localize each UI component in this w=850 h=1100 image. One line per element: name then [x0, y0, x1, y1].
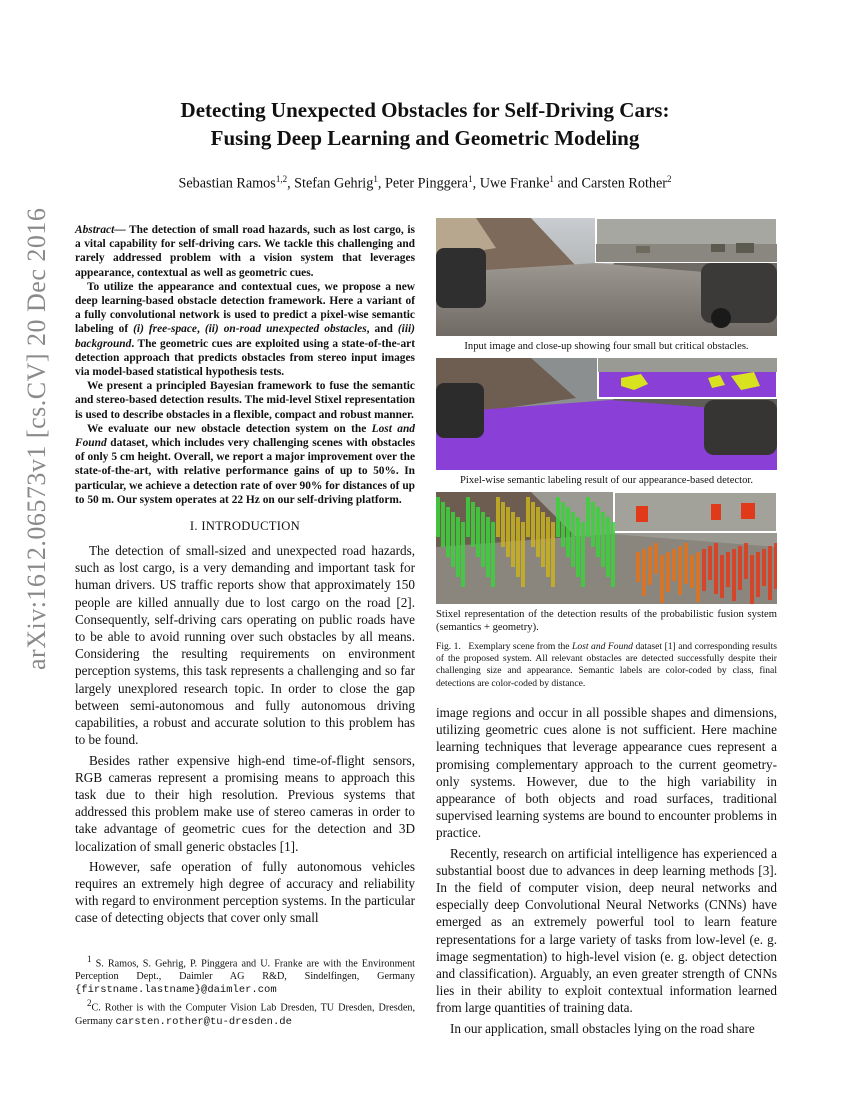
stixel: [571, 512, 575, 567]
abstract-paragraph: We present a principled Bayesian framework to fuse the semantic and stereo-based detection results. The mid-level Stixel representation is used to describe obstacles in a flexible, compact and robust manner.: [75, 380, 415, 421]
stixel: [726, 552, 730, 587]
figure-subcaption: Pixel-wise semantic labeling result of our appearance-based detector.: [460, 475, 753, 486]
stixel: [491, 522, 495, 587]
stixel: [581, 522, 585, 587]
stixel: [556, 497, 560, 537]
footnote-email: {firstname.lastname}@daimler.com: [75, 984, 277, 997]
stixel: [561, 502, 565, 547]
stixel: [696, 552, 700, 602]
stixel: [441, 502, 445, 547]
stixel: [750, 555, 754, 604]
paper-title: [90, 96, 760, 152]
stixel: [648, 546, 652, 585]
stixel: [476, 507, 480, 557]
stixel: [576, 517, 580, 577]
author-affil: 1: [468, 174, 473, 184]
author-name: Peter Pinggera: [384, 175, 469, 192]
introduction-text: [75, 542, 415, 926]
stixel: [744, 543, 748, 579]
section-heading: I. INTRODUCTION: [189, 519, 301, 534]
title-line-1: Detecting Unexpected Obstacles for Self-Driving Cars:: [180, 98, 670, 122]
stixel: [654, 543, 658, 574]
stixel: [678, 546, 682, 595]
stixel: [496, 497, 500, 537]
stixel: [436, 497, 440, 537]
footnote: $^1$ S. Ramos, S. Gehrig, P. Pinggera and U. Franke are with the Environment Perception Dept., Daimler AG R&D, Sindelfingen, Germany {firstname.lastname}@daimler.com: [75, 954, 415, 997]
stixel: [546, 517, 550, 577]
stixel: [471, 502, 475, 547]
stixel: [461, 522, 465, 587]
stixel: [768, 546, 772, 600]
stixel: [714, 543, 718, 594]
figure-label: Fig. 1.: [436, 641, 461, 652]
stixel: [720, 555, 724, 598]
stixel: [636, 552, 640, 582]
arxiv-stamp-text: arXiv:1612.06573v1 [cs.CV] 20 Dec 2016: [22, 207, 51, 670]
stixel: [642, 549, 646, 596]
abstract-paragraph: To utilize the appearance and contextual cues, we propose a new deep learning-based obstacle detection framework. Here a variant of a fully convolutional network is used to predict a pixel-wise semantic labeling of (i) free-space, (ii) on-road unexpected obstacles, and (iii) background. The geometric cues are exploited using a state-of-the-art detection approach that predicts obstacles from stereo input images via model-based statistical hypothesis tests.: [75, 280, 415, 379]
body-paragraph: In our application, small obstacles lying on the road share: [450, 1020, 755, 1036]
obstacle-stixel: [636, 506, 648, 522]
stixel: [486, 517, 490, 577]
stixel: [456, 517, 460, 577]
left-column: [75, 223, 415, 930]
stixel: [536, 507, 540, 557]
stixel: [606, 517, 610, 577]
figure-input-image: [436, 218, 777, 336]
stixel: [774, 543, 777, 589]
stixel: [501, 502, 505, 547]
abstract-paragraph: We evaluate our new obstacle detection system on the Lost and Found dataset, which includes very challenging scenes with obstacles of only 5 cm height. Overall, we report a major improvement over the state-of-the-art, with relative performance gains of up to 50%. In particular, we achieve a detection rate of over 90% for distances of up to 50 m. Our system operates at 22 Hz on our self-driving platform.: [75, 422, 415, 506]
figure-caption: Fig. 1. Exemplary scene from the Lost and Found dataset [1] and corresponding results of the proposed system. All relevant obstacles are detected successfully despite their challenging size and appearance. Semantic labels are color-coded by class, final detections are color-coded by distance.: [436, 641, 777, 689]
stixel: [586, 497, 590, 537]
body-paragraph: The detection of small-sized and unexpected road hazards, such as lost cargo, is a very demanding and important task for human drivers. US traffic reports show that approximately 150 people are killed annually due to lost cargo on the road [2]. Consequently, self-driving cars operating on public roads have to be able to avoid running over such obstacles by all means. Considering the resulting requirements on environment perception systems, this task represents a challenging and so far largely unexplored research topic. In order to close the gap between semi-autonomous and fully autonomous driving capabilities, a robust and accurate solution to this problem has to be found.: [75, 543, 415, 748]
stixel: [516, 517, 520, 577]
stixel: [702, 549, 706, 591]
author-name: Carsten Rother: [581, 175, 668, 192]
obstacle-stixel: [741, 503, 755, 519]
stixel: [762, 549, 766, 586]
stixel: [601, 512, 605, 567]
author-list: Sebastian Ramos$^{1,2}$, Stefan Gehrig$^1$, Peter Pinggera$^1$, Uwe Franke$^1$ and Carsten Rother$^2$: [178, 174, 672, 192]
stixel: [672, 549, 676, 581]
stixel: [526, 497, 530, 537]
stixel: [684, 543, 688, 584]
stixel: [466, 497, 470, 537]
body-paragraph: However, safe operation of fully autonomous vehicles requires an extremely high degree of accuracy and reliability with regard to environment perception systems. In the particular case of detecting objects that cover only small: [75, 858, 415, 926]
author-affil: 1: [549, 174, 554, 184]
arxiv-stamp: [22, 207, 62, 670]
figure-1: [436, 218, 777, 690]
abstract-label: Abstract: [75, 224, 115, 236]
author-name: Uwe Franke: [479, 175, 550, 192]
author-affil: 1: [373, 174, 378, 184]
stixel: [756, 552, 760, 597]
stixel: [660, 555, 664, 603]
abstract-paragraph: Abstract— The detection of small road hazards, such as lost cargo, is a vital capability for self-driving cars. We tackle this challenging and rarely addressed problem with a vision system that leverages appearance, contextual as well as geometric cues.: [75, 224, 415, 279]
title-line-2: Fusing Deep Learning and Geometric Modeling: [210, 126, 640, 150]
stixel: [506, 507, 510, 557]
footnotes: [75, 953, 415, 1029]
stixel: [690, 555, 694, 588]
right-column-text: [436, 704, 777, 1040]
abstract: [75, 223, 415, 507]
stixel: [511, 512, 515, 567]
stixel: [551, 522, 555, 587]
body-paragraph: Recently, research on artificial intelligence has experienced a substantial boost due to advances in deep learning methods [3]. In the field of computer vision, deep neural networks and especially deep Convolutional Neural Networks (CNNs) have emerged as an extremely powerful tool to learn feature representations for a large variety of tasks from low-level (e. g. image segmentation) to high-level vision (e. g. object detection and classification). Arguably, an even greater strength of CNNs lies in their ability to exploit contextual information learned from large quantities of training data.: [436, 845, 777, 1016]
stixel: [566, 507, 570, 557]
stixel: [611, 522, 615, 587]
author-affil: 2: [667, 174, 672, 184]
body-paragraph: Besides rather expensive high-end time-of-flight sensors, RGB cameras represent a promising means to approach this task due to their high resolution. Previous systems that addressed this problem make use of stereo cameras in order to take advantage of geometric cues for the detection and 3D localization of small generic obstacles [1].: [75, 752, 415, 854]
stixel: [732, 549, 736, 601]
stixel: [591, 502, 595, 547]
stixel: [541, 512, 545, 567]
stixel: [481, 512, 485, 567]
author-affil: 1,2: [275, 174, 288, 184]
body-paragraph: image regions and occur in all possible shapes and dimensions, utilizing geometric cues alone is not sufficient. Here machine learning techniques that leverage appearance cues represent a promising complementary approach to the current geometry-only systems. However, due to the high variability in appearance of both objects and road surfaces, traditional supervised learning systems are bound to encounter problems in practice.: [436, 705, 777, 841]
stixel: [531, 502, 535, 547]
figure-semantic-image: [436, 358, 777, 470]
stixel: [451, 512, 455, 567]
stixel: [521, 522, 525, 587]
author-name: Stefan Gehrig: [294, 175, 374, 192]
stixel: [666, 552, 670, 592]
footnote: $^2$C. Rother is with the Computer Vision Lab Dresden, TU Dresden, Dresden, Germany carsten.rother@tu-dresden.de: [75, 998, 415, 1028]
figure-stixel-image: [436, 492, 777, 604]
author-name: Sebastian Ramos: [178, 175, 276, 192]
figure-subcaption: Input image and close-up showing four small but critical obstacles.: [464, 341, 749, 352]
stixel: [596, 507, 600, 557]
obstacle-stixel: [711, 504, 721, 520]
stixel: [738, 546, 742, 590]
footnote-email: carsten.rother@tu-dresden.de: [115, 1015, 292, 1028]
stixel: [446, 507, 450, 557]
figure-subcaption: Stixel representation of the detection results of the probabilistic fusion system (semantics + geometry).: [436, 609, 777, 633]
stixel: [708, 546, 712, 580]
